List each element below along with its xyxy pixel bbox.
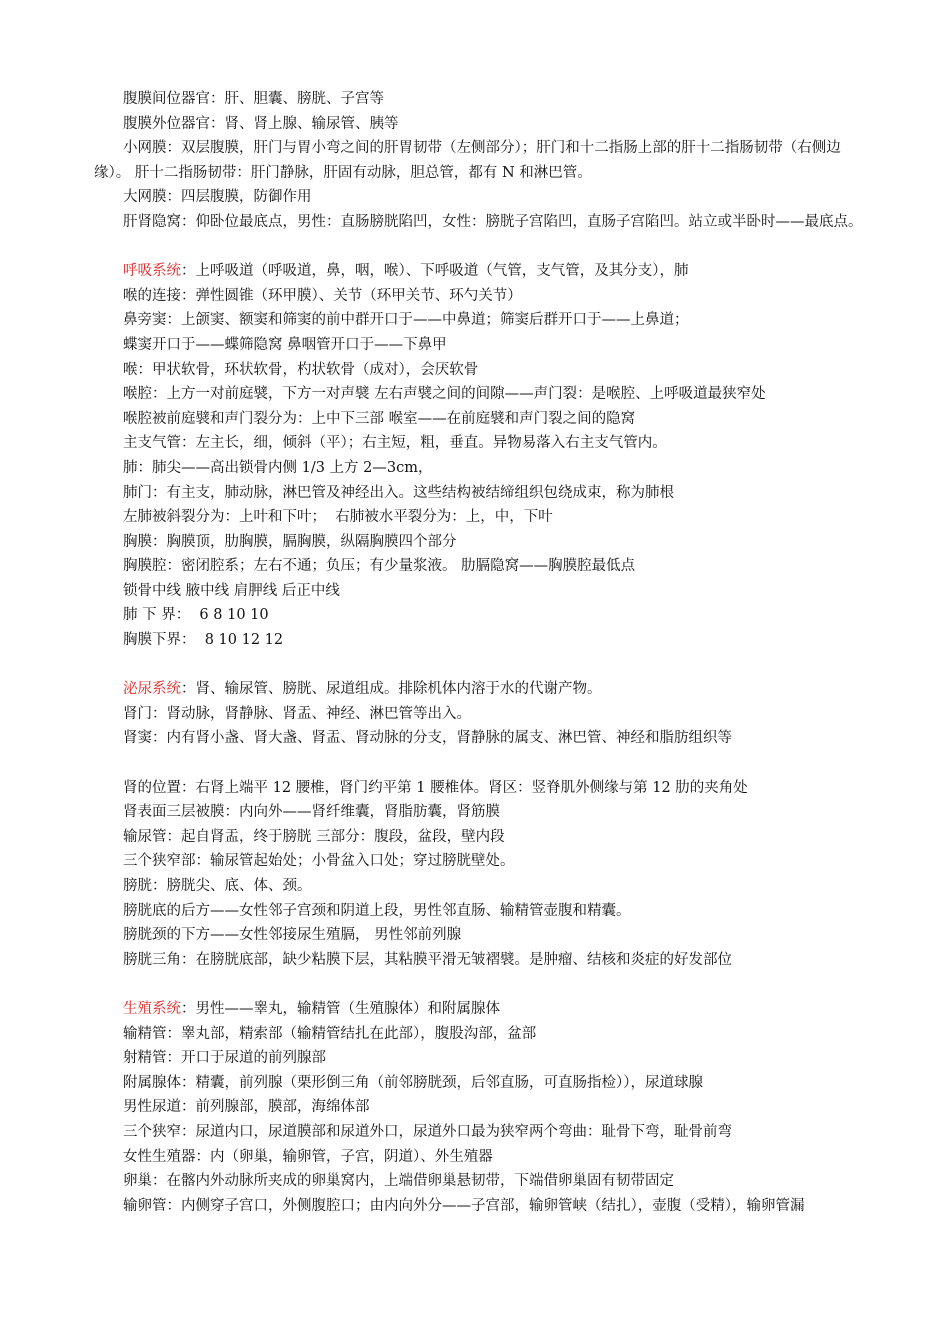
- section-heading-line: [94, 259, 864, 284]
- text-line: 胸膜下界： 8 10 12 12: [123, 632, 284, 649]
- text-line: 鼻旁窦：上颌窦、额窦和筛窦的前中群开口于——中鼻道；筛窦后群开口于——上鼻道；: [123, 312, 689, 329]
- text-line: 肾表面三层被膜：内向外——肾纤维囊，肾脂肪囊，肾筋膜: [123, 804, 500, 821]
- text-line: 肾的位置：右肾上端平 12 腰椎，肾门约平第 1 腰椎体。肾区：竖脊肌外侧缘与第 12 肋的夹角处: [123, 779, 748, 796]
- text-line: 附属腺体：精囊，前列腺（栗形倒三角（前邻膀胱颈，后邻直肠，可直肠指检）），尿道球腺: [123, 1074, 703, 1091]
- text-line: 膀胱底的后方——女性邻子宫颈和阴道上段，男性邻直肠、输精管壶腹和精囊。: [123, 902, 631, 919]
- text-line: 腹膜间位器官：肝、胆囊、膀胱、子宫等: [123, 91, 384, 107]
- text-line: 大网膜：四层腹膜，防御作用: [123, 189, 312, 206]
- text-line: 输尿管：起自肾盂，终于膀胱 三部分：腹段，盆段，壁内段: [123, 828, 505, 845]
- paragraph-gap: [94, 653, 864, 678]
- section-heading: 泌尿系统: [123, 681, 181, 698]
- paragraph-gap: [94, 751, 864, 776]
- text-line: 主支气管：左主长，细，倾斜（平）；右主短，粗，垂直。异物易落入右主支气管内。: [123, 435, 667, 452]
- text-line: 男性尿道：前列腺部，膜部，海绵体部: [123, 1099, 370, 1116]
- text-line: 射精管：开口于尿道的前列腺部: [123, 1050, 326, 1067]
- text-line: 锁骨中线 腋中线 肩胛线 后正中线: [123, 582, 340, 599]
- section-heading: 生殖系统: [123, 1000, 181, 1017]
- document-body: [94, 87, 864, 1218]
- text-line: 膀胱三角：在膀胱底部，缺少粘膜下层，其粘膜平滑无皱褶襞。是肿瘤、结核和炎症的好发部位: [123, 951, 732, 968]
- text-line: 肾窦：内有肾小盏、肾大盏、肾盂、肾动脉的分支，肾静脉的属支、淋巴管、神经和脂肪组织等: [123, 730, 732, 747]
- text-line: 肺门：有主支，肺动脉，淋巴管及神经出入。这些结构被结缔组织包绕成束，称为肺根: [123, 484, 674, 501]
- text-line: 卵巢：在髂内外动脉所夹成的卵巢窝内，上端借卵巢悬韧带，下端借卵巢固有韧带固定: [123, 1173, 674, 1190]
- text-line: 膀胱：膀胱尖、底、体、颈。: [123, 878, 312, 894]
- text-line: 左肺被斜裂分为：上叶和下叶； 右肺被水平裂分为：上，中，下叶: [123, 509, 553, 526]
- section-heading-text: ：男性——睾丸，输精管（生殖腺体）和附属腺体: [181, 1000, 500, 1017]
- text-line: 肝肾隐窝：仰卧位最底点，男性：直肠膀胱陷凹，女性：膀胱子宫陷凹，直肠子宫陷凹。站立或半卧时——最底点。: [123, 213, 863, 230]
- text-line: 胸膜：胸膜顶，肋胸膜，膈胸膜，纵隔胸膜四个部分: [123, 533, 457, 550]
- text-line: 腹膜外位器官：肾、肾上腺、输尿管、胰等: [123, 115, 399, 132]
- paragraph-gap: [94, 235, 864, 260]
- text-line: 喉腔：上方一对前庭襞，下方一对声襞 左右声襞之间的间隙——声门裂：是喉腔、上呼吸道最狭窄处: [123, 386, 766, 403]
- text-line: 蝶窦开口于——蝶筛隐窝 鼻咽管开口于——下鼻甲: [123, 336, 447, 353]
- text-line: 膀胱颈的下方——女性邻接尿生殖膈， 男性邻前列腺: [123, 927, 462, 944]
- text-line: 喉的连接：弹性圆锥（环甲膜）、关节（环甲关节、环勺关节）: [123, 287, 522, 304]
- text-line: 肺：肺尖——高出锁骨内侧 1/3 上方 2—3cm，: [123, 459, 433, 476]
- text-line: 喉腔被前庭襞和声门裂分为：上中下三部 喉室——在前庭襞和声门裂之间的隐窝: [123, 410, 636, 427]
- text-line: 肺 下 界： 6 8 10 10: [123, 607, 269, 624]
- text-line: 输卵管：内侧穿子宫口，外侧腹腔口；由内向外分——子宫部，输卵管峡（结扎），壶腹（受精），输卵管漏: [123, 1197, 805, 1214]
- text-line: 三个狭窄部：输尿管起始处；小骨盆入口处；穿过膀胱壁处。: [123, 853, 515, 870]
- section-heading-line: [94, 677, 864, 702]
- text-line: 胸膜腔：密闭腔系；左右不通；负压；有少量浆液。 肋膈隐窝——胸膜腔最低点: [123, 558, 636, 575]
- text-line: 女性生殖器：内（卵巢，输卵管，子宫，阴道）、外生殖器: [123, 1148, 493, 1165]
- text-line: 小网膜：双层腹膜，肝门与胃小弯之间的肝胃韧带（左侧部分）；肝门和十二指肠上部的肝十二指肠韧带（右侧边缘）。 肝十二指肠韧带：肝门静脉，肝固有动脉，胆总管，都有 N 和淋巴管。: [94, 140, 841, 181]
- section-heading-text: ：肾、输尿管、膀胱、尿道组成。排除机体内溶于水的代谢产物。: [181, 681, 602, 698]
- section-heading: 呼吸系统: [123, 263, 181, 280]
- section-heading-line: [94, 997, 864, 1022]
- text-line: 三个狭窄：尿道内口，尿道膜部和尿道外口，尿道外口最为狭窄两个弯曲：耻骨下弯，耻骨前弯: [123, 1123, 732, 1140]
- text-line: 喉：甲状软骨，环状软骨，杓状软骨（成对），会厌软骨: [123, 361, 479, 378]
- paragraph-gap: [94, 972, 864, 997]
- text-line: 输精管：睾丸部，精索部（输精管结扎在此部），腹股沟部，盆部: [123, 1025, 537, 1042]
- text-line: 肾门：肾动脉，肾静脉、肾盂、神经、淋巴管等出入。: [123, 705, 471, 722]
- section-heading-text: ：上呼吸道（呼吸道，鼻，咽，喉）、下呼吸道（气管，支气管，及其分支），肺: [181, 263, 689, 280]
